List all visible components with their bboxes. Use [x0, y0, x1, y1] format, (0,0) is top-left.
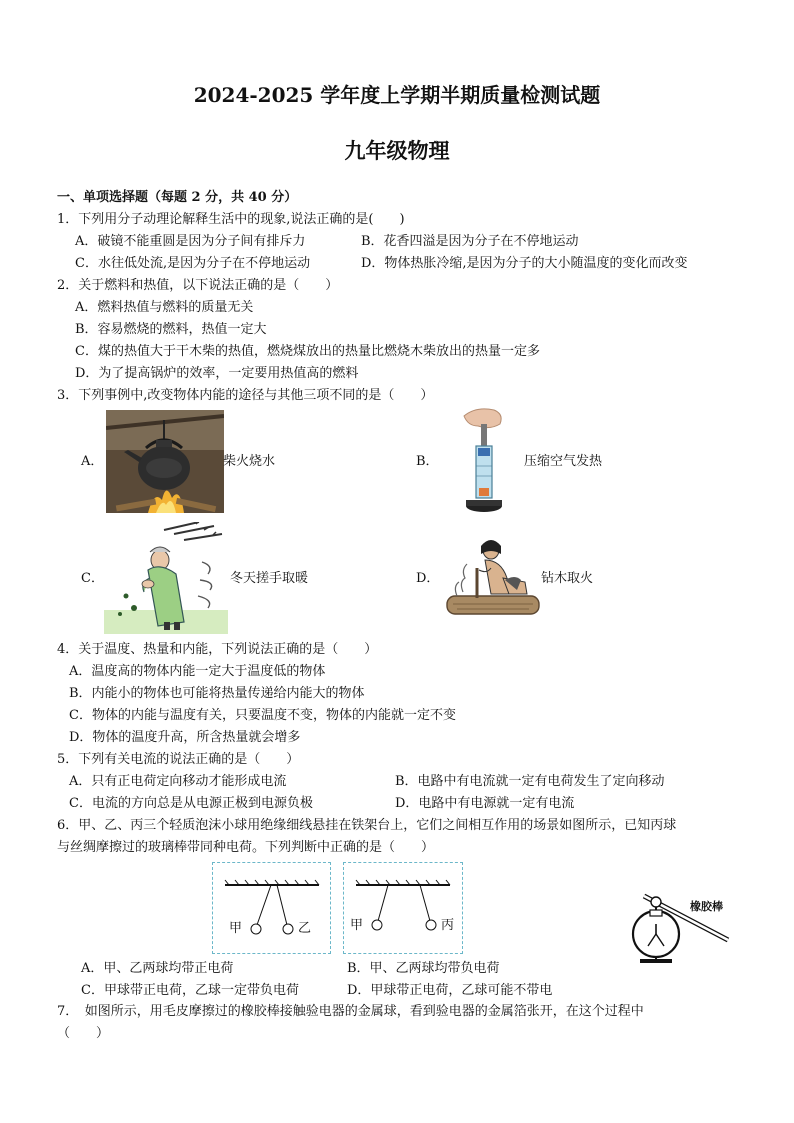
q4-option-d: D．物体的温度升高，所含热量就会增多 [69, 730, 301, 745]
q3-option-c-text: 冬天搓手取暖 [230, 571, 309, 586]
q4-option-b: B．内能小的物体也可能将热量传递给内能大的物体 [69, 686, 365, 701]
air-compression-syringe-image [454, 406, 514, 522]
q7-stem-line2: （ ） [57, 1026, 110, 1041]
q5-stem: 5．下列有关电流的说法正确的是（ ） [57, 752, 300, 767]
q1-option-c: C．水往低处流,是因为分子在不停地运动 [75, 256, 311, 271]
q6-option-a: A．甲、乙两球均带正电荷 [81, 961, 234, 976]
q3-stem: 3．下列事例中,改变物体内能的途径与其他三项不同的是（ ） [57, 388, 434, 403]
q1-stem: 1．下列用分子动理论解释生活中的现象,说法正确的是( ) [57, 212, 405, 227]
q6-diagram-jia-yi [212, 862, 331, 954]
q5-option-a: A．只有正电荷定向移动才能形成电流 [69, 774, 287, 789]
kettle-fire-image [106, 410, 224, 517]
electroscope-image [624, 888, 744, 964]
q3-option-d-text: 钻木取火 [541, 571, 594, 586]
q3-option-b-text: 压缩空气发热 [524, 454, 603, 469]
q5-option-c: C．电流的方向总是从电源正极到电源负极 [69, 796, 313, 811]
drilling-wood-fire-image [443, 534, 543, 626]
q6-label-bing: 丙 [441, 918, 455, 933]
rubber-rod-label: 橡胶棒 [690, 900, 723, 913]
q2-option-b: B．容易燃烧的燃料，热值一定大 [75, 322, 267, 337]
q4-stem: 4．关于温度、热量和内能，下列说法正确的是（ ） [57, 642, 378, 657]
q3-option-a-text: 柴火烧水 [223, 454, 276, 469]
q6-label-yi: 乙 [298, 921, 312, 936]
q6-stem-line2: 与丝绸摩擦过的玻璃棒带同种电荷。下列判断中正确的是（ ） [57, 840, 435, 855]
exam-subtitle: 九年级物理 [344, 138, 450, 163]
q6-diagram-jia-bing [343, 862, 463, 954]
q2-option-c: C．煤的热值大于干木柴的热值，燃烧煤放出的热量比燃烧木柴放出的热量一定多 [75, 344, 540, 359]
section-header: 一、单项选择题（每题 2 分，共 40 分） [57, 190, 298, 205]
q1-option-a: A．破镜不能重圆是因为分子间有排斥力 [75, 234, 306, 249]
q3-option-a-letter: A． [81, 454, 104, 469]
q6-option-c: C．甲球带正电荷，乙球一定带负电荷 [81, 983, 299, 998]
q1-option-d: D．物体热胀冷缩,是因为分子的大小随温度的变化而改变 [361, 256, 688, 271]
q6-option-b: B．甲、乙两球均带负电荷 [347, 961, 500, 976]
q2-stem: 2．关于燃料和热值，以下说法正确的是（ ） [57, 278, 339, 293]
rubbing-hands-winter-image [104, 522, 228, 638]
q5-option-b: B．电路中有电流就一定有电荷发生了定向移动 [395, 774, 665, 789]
q5-option-d: D．电路中有电源就一定有电流 [395, 796, 575, 811]
q3-option-b-letter: B． [416, 454, 439, 469]
q6-label-jia-2: 甲 [350, 918, 364, 933]
q4-option-c: C．物体的内能与温度有关，只要温度不变，物体的内能就一定不变 [69, 708, 456, 723]
q7-stem-line1: 7． 如图所示，用毛皮摩擦过的橡胶棒接触验电器的金属球，看到验电器的金属箔张开，在这个过程中 [57, 1004, 644, 1019]
q3-option-c-letter: C． [81, 571, 104, 586]
q6-label-jia: 甲 [229, 921, 243, 936]
q4-option-a: A．温度高的物体内能一定大于温度低的物体 [69, 664, 326, 679]
q6-stem-line1: 6．甲、乙、丙三个轻质泡沫小球用绝缘细线悬挂在铁架台上，它们之间相互作用的场景如图所示，已知丙球 [57, 818, 677, 833]
q3-option-d-letter: D． [416, 571, 440, 586]
q2-option-d: D．为了提高锅炉的效率，一定要用热值高的燃料 [75, 366, 359, 381]
exam-title: 2024-2025 学年度上学期半期质量检测试题 [193, 83, 601, 107]
q1-option-b: B．花香四溢是因为分子在不停地运动 [361, 234, 579, 249]
q6-option-d: D．甲球带正电荷，乙球可能不带电 [347, 983, 553, 998]
q2-option-a: A．燃料热值与燃料的质量无关 [75, 300, 254, 315]
